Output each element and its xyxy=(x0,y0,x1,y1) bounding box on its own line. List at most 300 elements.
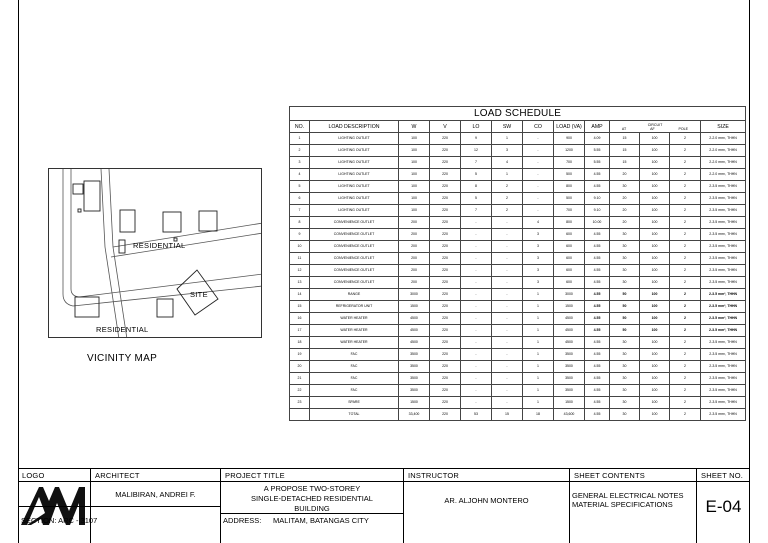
cell-sw: - xyxy=(492,361,523,373)
cell-sw: - xyxy=(492,397,523,409)
cell-sw: - xyxy=(492,325,523,337)
cell-amp: 4.55 xyxy=(585,313,610,325)
header-no: NO. xyxy=(290,121,310,133)
sheet-number-label: SHEET NO. xyxy=(701,471,744,480)
cell-w: 4500 xyxy=(399,313,430,325)
cell-amp: 4.55 xyxy=(585,241,610,253)
cell-lo: - xyxy=(461,337,492,349)
architect-label: ARCHITECT xyxy=(95,471,140,480)
cell-sw: - xyxy=(492,349,523,361)
cell-w: 3500 xyxy=(399,361,430,373)
cell-co: - xyxy=(523,193,554,205)
cell-af: 100 xyxy=(640,289,670,301)
cell-at: 15 xyxy=(610,133,640,145)
cell-description: CONVENIENCE OUTLET xyxy=(310,241,399,253)
cell-sw: 2 xyxy=(492,205,523,217)
cell-co: 18 xyxy=(523,409,554,421)
cell-no: 4 xyxy=(290,169,310,181)
header-amp: AMP xyxy=(585,121,610,133)
cell-co: 3 xyxy=(523,229,554,241)
cell-size: 2-3.5 mm², THHN xyxy=(701,241,746,253)
cell-v: 220 xyxy=(430,397,461,409)
cell-w: 200 xyxy=(399,241,430,253)
cell-size: 2-3.5 mm², THHN xyxy=(701,229,746,241)
cell-load-va: 800 xyxy=(554,217,585,229)
cell-af: 100 xyxy=(640,193,670,205)
cell-v: 220 xyxy=(430,133,461,145)
cell-at: 30 xyxy=(610,229,640,241)
cell-load-va: 43,600 xyxy=(554,409,585,421)
cell-at: 15 xyxy=(610,157,640,169)
cell-size: 2-3.5 mm², THHN xyxy=(701,265,746,277)
cell-co: 1 xyxy=(523,361,554,373)
cell-at: 30 xyxy=(610,361,640,373)
cell-load-va: 600 xyxy=(554,277,585,289)
cell-amp: 4.55 xyxy=(585,169,610,181)
cell-lo: 7 xyxy=(461,205,492,217)
cell-no: 2 xyxy=(290,145,310,157)
cell-pole: 2 xyxy=(670,289,701,301)
cell-w: 100 xyxy=(399,169,430,181)
cell-pole: 2 xyxy=(670,193,701,205)
sheet-number: E-04 xyxy=(705,497,742,516)
cell-lo: - xyxy=(461,253,492,265)
cell-description: RANGE xyxy=(310,289,399,301)
cell-af: 100 xyxy=(640,205,670,217)
cell-sw: - xyxy=(492,277,523,289)
cell-w: 4500 xyxy=(399,337,430,349)
cell-v: 220 xyxy=(430,229,461,241)
cell-af: 100 xyxy=(640,169,670,181)
cell-size: 2-3.5 mm², THHN xyxy=(701,205,746,217)
cell-w: 100 xyxy=(399,181,430,193)
cell-af: 100 xyxy=(640,409,670,421)
cell-sw: 1 xyxy=(492,133,523,145)
cell-load-va: 4500 xyxy=(554,325,585,337)
cell-at: 30 xyxy=(610,241,640,253)
cell-amp: 4.55 xyxy=(585,325,610,337)
cell-description: TOTAL xyxy=(310,409,399,421)
table-row xyxy=(290,253,746,265)
cell-description: LIGHTING OUTLET xyxy=(310,169,399,181)
header-sw: SW xyxy=(492,121,523,133)
cell-v: 220 xyxy=(430,217,461,229)
cell-w: 200 xyxy=(399,229,430,241)
header-v: V xyxy=(430,121,461,133)
cell-lo: - xyxy=(461,325,492,337)
cell-description: LIGHTING OUTLET xyxy=(310,181,399,193)
instructor-cell xyxy=(403,469,569,543)
cell-sw: - xyxy=(492,337,523,349)
table-row xyxy=(290,349,746,361)
cell-sw: - xyxy=(492,313,523,325)
cell-size: 2-3.5 mm², THHN xyxy=(701,301,746,313)
cell-pole: 2 xyxy=(670,169,701,181)
cell-amp: 9.10 xyxy=(585,205,610,217)
cell-sw: 1 xyxy=(492,169,523,181)
cell-at: 50 xyxy=(610,313,640,325)
table-row xyxy=(290,385,746,397)
cell-co: - xyxy=(523,145,554,157)
cell-size: 2-3.5 mm², THHN xyxy=(701,349,746,361)
cell-no: 16 xyxy=(290,313,310,325)
project-title-line-2: SINGLE-DETACHED RESIDENTIAL xyxy=(251,494,373,503)
cell-lo: - xyxy=(461,397,492,409)
cell-v: 220 xyxy=(430,385,461,397)
table-row xyxy=(290,373,746,385)
cell-no: 11 xyxy=(290,253,310,265)
cell-amp: 4.55 xyxy=(585,301,610,313)
cell-lo: 12 xyxy=(461,145,492,157)
cell-af: 100 xyxy=(640,337,670,349)
cell-size: 2-3.5 mm², THHN xyxy=(701,289,746,301)
cell-co: - xyxy=(523,157,554,169)
sheet-number-cell xyxy=(696,469,750,543)
cell-amp: 4.55 xyxy=(585,349,610,361)
cell-at: 30 xyxy=(610,385,640,397)
table-row xyxy=(290,277,746,289)
cell-description: FAC xyxy=(310,373,399,385)
cell-sw: - xyxy=(492,385,523,397)
cell-v: 220 xyxy=(430,409,461,421)
cell-co: 1 xyxy=(523,289,554,301)
cell-amp: 4.09 xyxy=(585,133,610,145)
cell-lo: - xyxy=(461,277,492,289)
cell-description: FAC xyxy=(310,385,399,397)
cell-description: CONVENIENCE OUTLET xyxy=(310,253,399,265)
cell-co: 1 xyxy=(523,349,554,361)
cell-at: 50 xyxy=(610,289,640,301)
cell-af: 100 xyxy=(640,133,670,145)
cell-at: 50 xyxy=(610,325,640,337)
address-label: ADDRESS: xyxy=(223,516,262,525)
cell-lo: - xyxy=(461,361,492,373)
cell-lo: 8 xyxy=(461,181,492,193)
cell-co: 1 xyxy=(523,325,554,337)
cell-size: 2-3.5 mm², THHN xyxy=(701,397,746,409)
cell-load-va: 800 xyxy=(554,181,585,193)
cell-lo: 5 xyxy=(461,169,492,181)
cell-v: 220 xyxy=(430,361,461,373)
cell-af: 100 xyxy=(640,277,670,289)
cell-load-va: 3500 xyxy=(554,361,585,373)
cell-v: 220 xyxy=(430,205,461,217)
cell-pole: 2 xyxy=(670,409,701,421)
cell-amp: 9.10 xyxy=(585,193,610,205)
cell-co: 1 xyxy=(523,337,554,349)
cell-af: 100 xyxy=(640,325,670,337)
cell-v: 220 xyxy=(430,277,461,289)
cell-co: 3 xyxy=(523,241,554,253)
table-row xyxy=(290,217,746,229)
cell-af: 100 xyxy=(640,253,670,265)
cell-lo: - xyxy=(461,313,492,325)
cell-size: 2-2.0 mm², THHN xyxy=(701,145,746,157)
cell-amp: 4.55 xyxy=(585,229,610,241)
cell-lo: - xyxy=(461,349,492,361)
cell-af: 100 xyxy=(640,181,670,193)
cell-no: 5 xyxy=(290,181,310,193)
cell-no: 18 xyxy=(290,337,310,349)
header-at: AT xyxy=(621,126,627,131)
cell-co: 1 xyxy=(523,397,554,409)
table-row xyxy=(290,337,746,349)
cell-amp: 4.55 xyxy=(585,409,610,421)
table-row xyxy=(290,325,746,337)
cell-pole: 2 xyxy=(670,229,701,241)
cell-v: 220 xyxy=(430,325,461,337)
cell-description: LIGHTING OUTLET xyxy=(310,133,399,145)
cell-pole: 2 xyxy=(670,385,701,397)
cell-w: 200 xyxy=(399,265,430,277)
cell-sw: - xyxy=(492,241,523,253)
cell-no: 3 xyxy=(290,157,310,169)
cell-lo: - xyxy=(461,229,492,241)
cell-w: 200 xyxy=(399,217,430,229)
table-row xyxy=(290,169,746,181)
cell-load-va: 3500 xyxy=(554,373,585,385)
cell-description: FAC xyxy=(310,361,399,373)
cell-v: 220 xyxy=(430,337,461,349)
header-size: SIZE xyxy=(701,121,746,133)
cell-amp: 4.55 xyxy=(585,337,610,349)
header-description: LOAD DESCRIPTION xyxy=(310,121,399,133)
cell-size: 2-2.0 mm², THHN xyxy=(701,133,746,145)
table-row xyxy=(290,361,746,373)
cell-load-va: 3500 xyxy=(554,349,585,361)
table-row xyxy=(290,265,746,277)
cell-af: 100 xyxy=(640,361,670,373)
cell-no: 19 xyxy=(290,349,310,361)
cell-description: FAC xyxy=(310,349,399,361)
cell-sw: - xyxy=(492,253,523,265)
table-row xyxy=(290,145,746,157)
cell-pole: 2 xyxy=(670,301,701,313)
cell-lo: 5 xyxy=(461,193,492,205)
cell-pole: 2 xyxy=(670,397,701,409)
header-af: AF xyxy=(650,126,655,131)
cell-lo: - xyxy=(461,217,492,229)
project-title-line-1: A PROPOSE TWO-STOREY xyxy=(263,484,361,493)
project-cell xyxy=(220,469,403,543)
cell-pole: 2 xyxy=(670,253,701,265)
section-code: SECTION: ARC - 3107 xyxy=(21,516,98,525)
cell-af: 100 xyxy=(640,217,670,229)
cell-at: 30 xyxy=(610,253,640,265)
cell-sw: - xyxy=(492,301,523,313)
cell-pole: 2 xyxy=(670,157,701,169)
cell-at: 50 xyxy=(610,301,640,313)
cell-no: 17 xyxy=(290,325,310,337)
cell-v: 220 xyxy=(430,349,461,361)
architect-name: MALIBIRAN, ANDREI F. xyxy=(115,490,196,499)
table-row xyxy=(290,397,746,409)
cell-size: 2-3.5 mm², THHN xyxy=(701,313,746,325)
cell-at: 30 xyxy=(610,397,640,409)
cell-load-va: 500 xyxy=(554,193,585,205)
cell-sw: - xyxy=(492,229,523,241)
table-row xyxy=(290,193,746,205)
cell-w: 200 xyxy=(399,277,430,289)
cell-at: 20 xyxy=(610,205,640,217)
cell-description: CONVENIENCE OUTLET xyxy=(310,229,399,241)
cell-w: 33,400 xyxy=(399,409,430,421)
instructor-label: INSTRUCTOR xyxy=(408,471,460,480)
cell-at: 30 xyxy=(610,181,640,193)
cell-sw: 2 xyxy=(492,181,523,193)
cell-co: - xyxy=(523,169,554,181)
table-row xyxy=(290,157,746,169)
cell-no xyxy=(290,409,310,421)
cell-no: 10 xyxy=(290,241,310,253)
cell-v: 220 xyxy=(430,265,461,277)
cell-no: 13 xyxy=(290,277,310,289)
table-row xyxy=(290,229,746,241)
cell-co: 1 xyxy=(523,373,554,385)
cell-pole: 2 xyxy=(670,205,701,217)
cell-af: 100 xyxy=(640,313,670,325)
cell-amp: 4.55 xyxy=(585,385,610,397)
cell-description: LIGHTING OUTLET xyxy=(310,157,399,169)
cell-no: 8 xyxy=(290,217,310,229)
cell-co: 4 xyxy=(523,217,554,229)
cell-size: 2-3.5 mm², THHN xyxy=(701,217,746,229)
instructor-name: AR. ALJOHN MONTERO xyxy=(444,496,529,505)
cell-at: 30 xyxy=(610,277,640,289)
cell-lo: - xyxy=(461,289,492,301)
address-value: MALITAM, BATANGAS CITY xyxy=(273,516,369,525)
header-lo: LO xyxy=(461,121,492,133)
cell-af: 100 xyxy=(640,241,670,253)
header-pole: POLE xyxy=(678,126,689,131)
header-w: W xyxy=(399,121,430,133)
cell-description: LIGHTING OUTLET xyxy=(310,205,399,217)
cell-sw: - xyxy=(492,217,523,229)
cell-co: 1 xyxy=(523,385,554,397)
cell-af: 100 xyxy=(640,373,670,385)
sheet-contents-cell xyxy=(569,469,696,543)
cell-w: 100 xyxy=(399,145,430,157)
cell-w: 3500 xyxy=(399,373,430,385)
cell-at: 15 xyxy=(610,145,640,157)
cell-lo: 7 xyxy=(461,157,492,169)
cell-v: 220 xyxy=(430,157,461,169)
header-load-va: LOAD (VA) xyxy=(554,121,585,133)
cell-size: 2-2.0 mm², THHN xyxy=(701,157,746,169)
cell-af: 100 xyxy=(640,397,670,409)
cell-amp: 5.55 xyxy=(585,157,610,169)
cell-description: WATER HEATER xyxy=(310,325,399,337)
cell-load-va: 600 xyxy=(554,241,585,253)
cell-size: 2-3.5 mm², THHN xyxy=(701,409,746,421)
cell-size: 2-3.5 mm², THHN xyxy=(701,277,746,289)
table-row xyxy=(290,409,746,421)
cell-amp: 4.55 xyxy=(585,253,610,265)
cell-co: 3 xyxy=(523,265,554,277)
cell-at: 30 xyxy=(610,409,640,421)
cell-pole: 2 xyxy=(670,217,701,229)
cell-load-va: 4500 xyxy=(554,313,585,325)
cell-at: 30 xyxy=(610,337,640,349)
cell-v: 220 xyxy=(430,241,461,253)
cell-co: 3 xyxy=(523,253,554,265)
cell-sw: 15 xyxy=(492,409,523,421)
cell-no: 7 xyxy=(290,205,310,217)
vicinity-map-drawing xyxy=(49,169,262,338)
vicinity-map-caption: VICINITY MAP xyxy=(87,353,158,364)
cell-pole: 2 xyxy=(670,277,701,289)
cell-co: 1 xyxy=(523,301,554,313)
table-row xyxy=(290,313,746,325)
cell-amp: 5.55 xyxy=(585,145,610,157)
cell-v: 220 xyxy=(430,289,461,301)
cell-co: 3 xyxy=(523,277,554,289)
cell-pole: 2 xyxy=(670,313,701,325)
cell-af: 100 xyxy=(640,265,670,277)
cell-pole: 2 xyxy=(670,325,701,337)
cell-load-va: 600 xyxy=(554,265,585,277)
cell-co: - xyxy=(523,205,554,217)
cell-load-va: 700 xyxy=(554,205,585,217)
cell-at: 20 xyxy=(610,193,640,205)
cell-load-va: 500 xyxy=(554,169,585,181)
load-schedule xyxy=(289,106,738,421)
label-residential-upper: RESIDENTIAL xyxy=(133,241,186,250)
table-row xyxy=(290,301,746,313)
cell-sw: - xyxy=(492,373,523,385)
cell-no: 9 xyxy=(290,229,310,241)
cell-description: LIGHTING OUTLET xyxy=(310,145,399,157)
cell-w: 4500 xyxy=(399,325,430,337)
cell-w: 3000 xyxy=(399,289,430,301)
cell-size: 2-3.5 mm², THHN xyxy=(701,325,746,337)
cell-at: 30 xyxy=(610,265,640,277)
cell-w: 100 xyxy=(399,157,430,169)
cell-amp: 4.55 xyxy=(585,361,610,373)
cell-pole: 2 xyxy=(670,337,701,349)
table-row xyxy=(290,181,746,193)
cell-w: 100 xyxy=(399,193,430,205)
cell-no: 14 xyxy=(290,289,310,301)
cell-w: 200 xyxy=(399,253,430,265)
cell-lo: - xyxy=(461,301,492,313)
cell-no: 1 xyxy=(290,133,310,145)
cell-no: 15 xyxy=(290,301,310,313)
header-circuit-label: CIRCUIT xyxy=(647,122,663,127)
title-block xyxy=(18,468,750,543)
cell-lo: - xyxy=(461,241,492,253)
cell-no: 12 xyxy=(290,265,310,277)
cell-amp: 4.55 xyxy=(585,289,610,301)
cell-lo: - xyxy=(461,385,492,397)
table-row xyxy=(290,205,746,217)
cell-pole: 2 xyxy=(670,349,701,361)
cell-no: 6 xyxy=(290,193,310,205)
cell-pole: 2 xyxy=(670,133,701,145)
cell-v: 220 xyxy=(430,169,461,181)
cell-no: 20 xyxy=(290,361,310,373)
cell-amp: 4.55 xyxy=(585,181,610,193)
sheet-contents-line-2: MATERIAL SPECIFICATIONS xyxy=(572,500,673,509)
cell-description: CONVENIENCE OUTLET xyxy=(310,265,399,277)
cell-v: 220 xyxy=(430,313,461,325)
cell-v: 220 xyxy=(430,301,461,313)
cell-v: 220 xyxy=(430,253,461,265)
cell-sw: - xyxy=(492,289,523,301)
schedule-title: LOAD SCHEDULE xyxy=(290,107,746,121)
cell-at: 30 xyxy=(610,349,640,361)
label-residential-lower: RESIDENTIAL xyxy=(96,325,149,334)
